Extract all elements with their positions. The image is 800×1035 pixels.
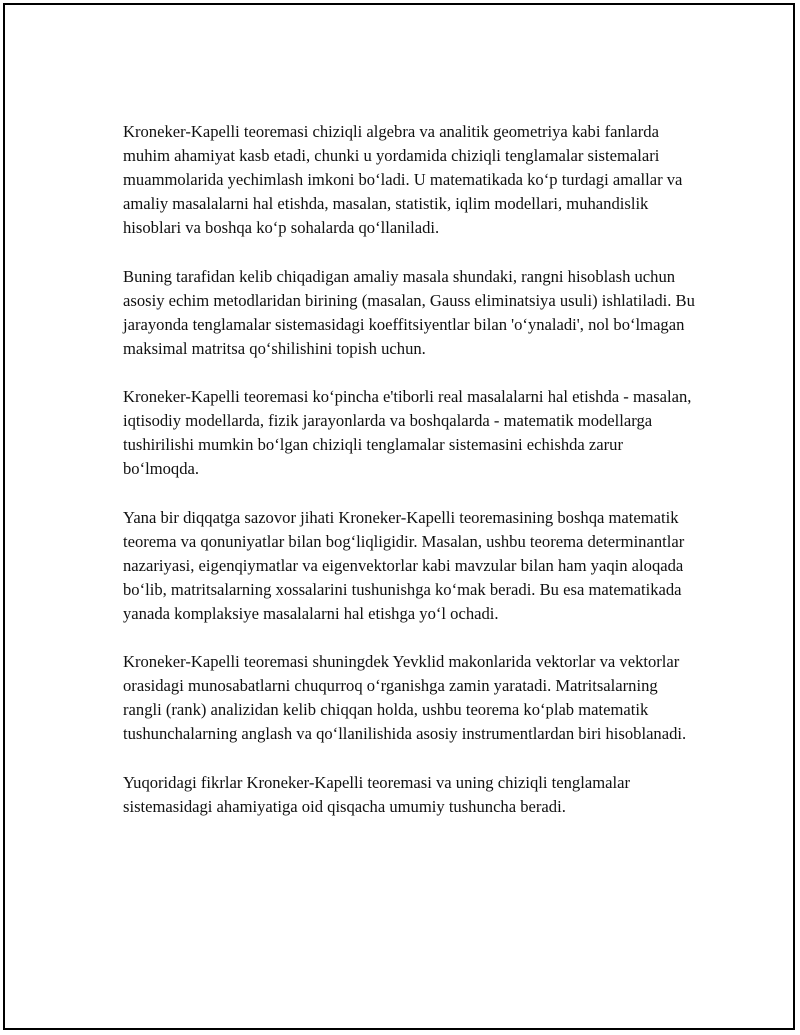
paragraph-6: Yuqoridagi fikrlar Kroneker-Kapelli teoremasi va uning chiziqli tenglamalar sistemasidagi ahamiyatiga oid qisqacha umumiy tushuncha beradi.	[123, 772, 630, 816]
document-body	[123, 120, 695, 843]
paragraph-3: Kroneker-Kapelli teoremasi ko‘pincha e'tiborli real masalalarni hal etishda - masalan, iqtisodiy modellarda, fizik jarayonlarda va boshqalarda - matematik modellarga tushirilishi mumkin bo‘lgan chiziqli tenglamalar sistemasini echishda zarur bo‘lmoqda.	[123, 387, 692, 479]
paragraph-5: Kroneker-Kapelli teoremasi shuningdek Yevklid makonlarida vektorlar va vektorlar orasidagi munosabatlarni chuqurroq o‘rganishga zamin yaratadi. Matritsalarning rangli (rank) analizidan kelib chiqqan holda, ushbu teorema ko‘plab matematik tushunchalarning anglash va qo‘llanilishida asosiy instrumentlardan biri hisoblanadi.	[123, 652, 687, 744]
page-frame	[3, 3, 795, 1030]
paragraph-4: Yana bir diqqatga sazovor jihati Kroneker-Kapelli teoremasining boshqa matematik teorema va qonuniyatlar bilan bog‘liqligidir. Masalan, ushbu teorema determinantlar nazariyasi, eigenqiymatlar va eigenvektorlar kabi mavzular bilan ham yaqin aloqada bo‘lib, matritsalarning xossalarini tushunishga ko‘mak beradi. Bu esa matematikada yanada komplaksiye masalalarni hal etishga yo‘l ochadi.	[123, 507, 685, 623]
paragraph-2: Buning tarafidan kelib chiqadigan amaliy masala shundaki, rangni hisoblash uchun asosiy echim metodlaridan birining (masalan, Gauss eliminatsiya usuli) ishlatiladi. Bu jarayonda tenglamalar sistemasidagi koeffitsiyentlar bilan 'o‘ynaladi', nol bo‘lmagan maksimal matritsa qo‘shilishini topish uchun.	[123, 266, 695, 358]
paragraph-1: Kroneker-Kapelli teoremasi chiziqli algebra va analitik geometriya kabi fanlarda muhim ahamiyat kasb etadi, chunki u yordamida chiziqli tenglamalar sistemalari muammolarida yechimlash imkoni bo‘ladi. U matematikada ko‘p turdagi amallar va amaliy masalalarni hal etishda, masalan, statistik, iqlim modellari, muhandislik hisoblari va boshqa ko‘p sohalarda qo‘llaniladi.	[123, 122, 683, 238]
